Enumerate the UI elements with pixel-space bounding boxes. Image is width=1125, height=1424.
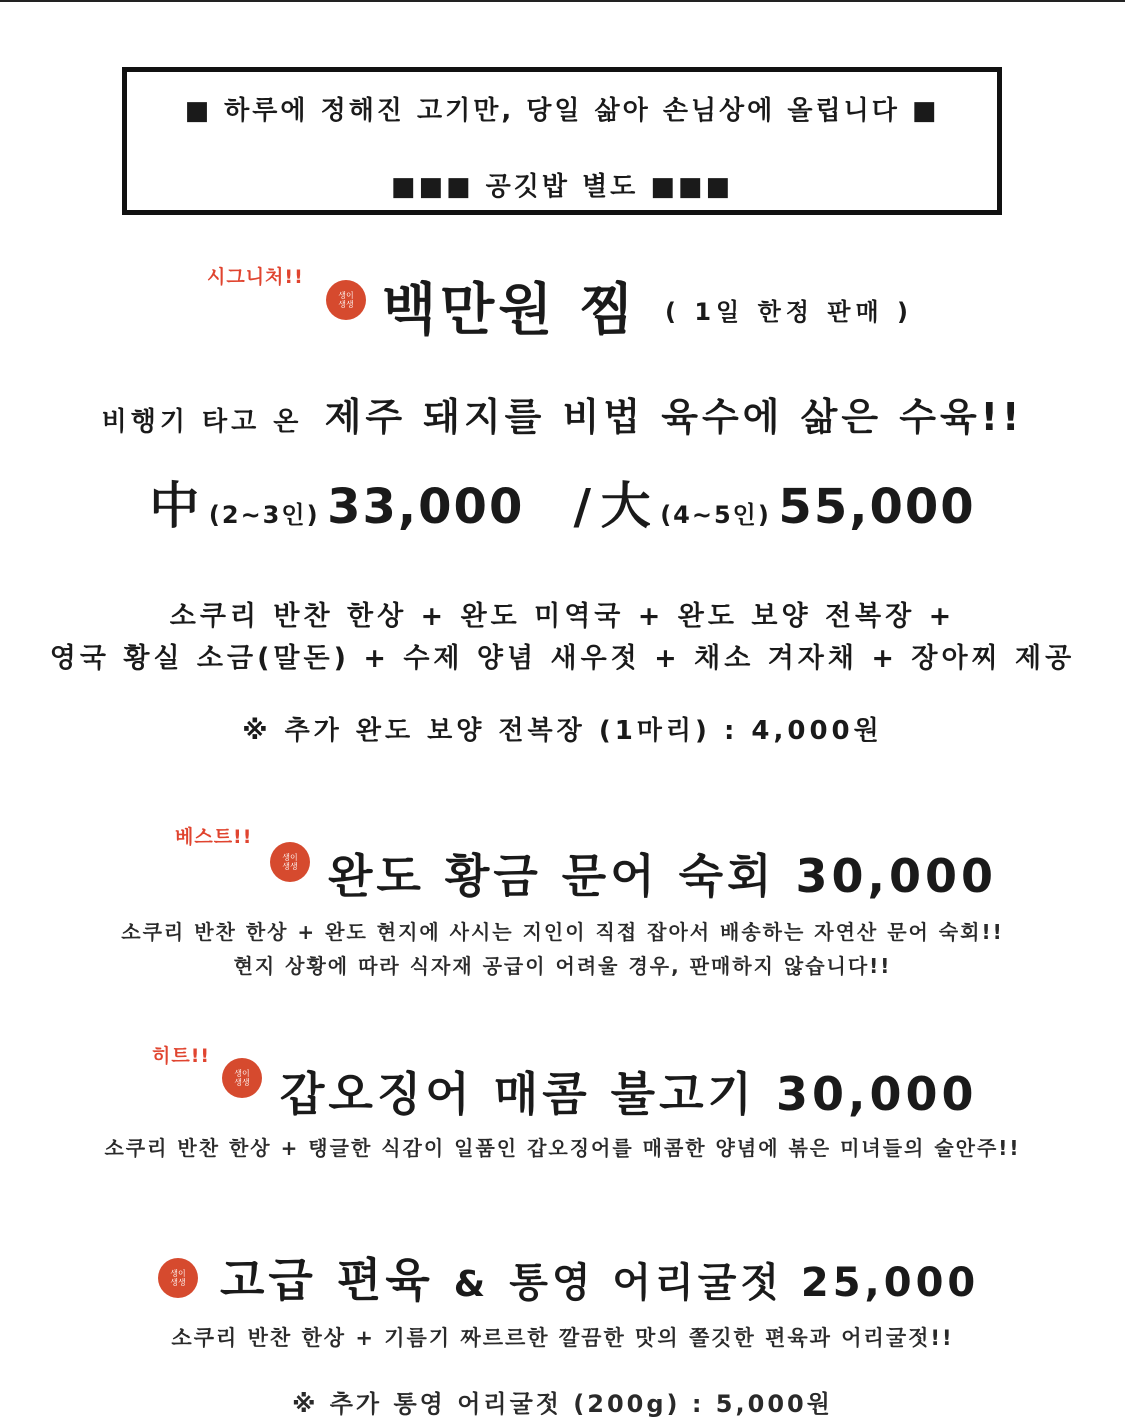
menu1-title: 백만원 찜 xyxy=(382,278,638,343)
restaurant-seal-icon xyxy=(270,842,310,882)
menu1-desc-big: 제주 돼지를 비법 육수에 삶은 수육!! xyxy=(324,395,1024,439)
seal-text-bottom: 생생 xyxy=(234,1078,250,1087)
seal-text-top: 생이 xyxy=(234,1069,250,1078)
size-large-label: 大 xyxy=(600,477,653,535)
menu1-desc-small: 비행기 타고 온 xyxy=(101,407,303,437)
menu1-extra: ※ 추가 완도 보양 전복장 (1마리) : 4,000원 xyxy=(242,716,883,746)
menu1-sides-line2: 영국 황실 소금(말돈) + 수제 양념 새우젓 + 채소 겨자채 + 장아찌 제공 xyxy=(49,643,1076,674)
menu2-title: 완도 황금 문어 숙회 30,000 xyxy=(328,849,998,903)
menu4-ampersand: & xyxy=(453,1264,490,1305)
menu1-prices xyxy=(0,466,1125,538)
menu4-name-b: 통영 어리굴젓 25,000 xyxy=(509,1260,980,1306)
seal-text-top: 생이 xyxy=(338,291,354,300)
best-badge: 베스트!! xyxy=(175,826,253,848)
size-medium-price: 33,000 xyxy=(327,479,525,535)
menu4-name-a: 고급 편육 xyxy=(220,1253,434,1307)
menu1-sides-line1: 소쿠리 반찬 한상 + 완도 미역국 + 완도 보양 전복장 + xyxy=(169,601,956,632)
size-large-price: 55,000 xyxy=(778,479,976,535)
menu1-note: ( 1일 한정 판매 ) xyxy=(665,298,913,326)
seal-text-bottom: 생생 xyxy=(282,862,298,871)
menu4-title xyxy=(220,1244,979,1310)
notice-line-2: ■■■ 공깃밥 별도 ■■■ xyxy=(390,172,734,202)
top-rule xyxy=(0,0,1125,2)
price-slash: / xyxy=(573,479,594,535)
seal-text-bottom: 생생 xyxy=(170,1278,186,1287)
hit-badge: 히트!! xyxy=(152,1045,211,1067)
notice-box xyxy=(122,67,1002,215)
menu3-title: 갑오징어 매콤 불고기 30,000 xyxy=(280,1067,978,1121)
restaurant-seal-icon xyxy=(158,1258,198,1298)
restaurant-seal-icon xyxy=(326,280,366,320)
size-large-people: (4~5인) xyxy=(660,501,771,529)
menu3-desc-line1: 소쿠리 반찬 한상 + 탱글한 식감이 일품인 갑오징어를 매콤한 양념에 볶은 미녀들의 술안주!! xyxy=(104,1136,1021,1160)
menu4-desc-line1: 소쿠리 반찬 한상 + 기름기 짜르르한 깔끔한 맛의 쫄깃한 편육과 어리굴젓!! xyxy=(171,1326,954,1350)
notice-line-1: ■ 하루에 정해진 고기만, 당일 삶아 손님상에 올립니다 ■ xyxy=(184,96,940,126)
seal-text-top: 생이 xyxy=(282,853,298,862)
menu1-description xyxy=(0,386,1125,441)
menu2-desc-line2: 현지 상황에 따라 식자재 공급이 어려울 경우, 판매하지 않습니다!! xyxy=(233,954,892,978)
size-medium-label: 中 xyxy=(149,477,202,535)
seal-text-top: 생이 xyxy=(170,1269,186,1278)
size-medium-people: (2~3인) xyxy=(208,501,320,529)
signature-badge: 시그니처!! xyxy=(207,266,304,288)
menu4-extra: ※ 추가 통영 어리굴젓 (200g) : 5,000원 xyxy=(292,1390,833,1418)
menu2-desc-line1: 소쿠리 반찬 한상 + 완도 현지에 사시는 지인이 직접 잡아서 배송하는 자연산 문어 숙회!! xyxy=(121,920,1004,944)
restaurant-seal-icon xyxy=(222,1058,262,1098)
seal-text-bottom: 생생 xyxy=(338,300,354,309)
